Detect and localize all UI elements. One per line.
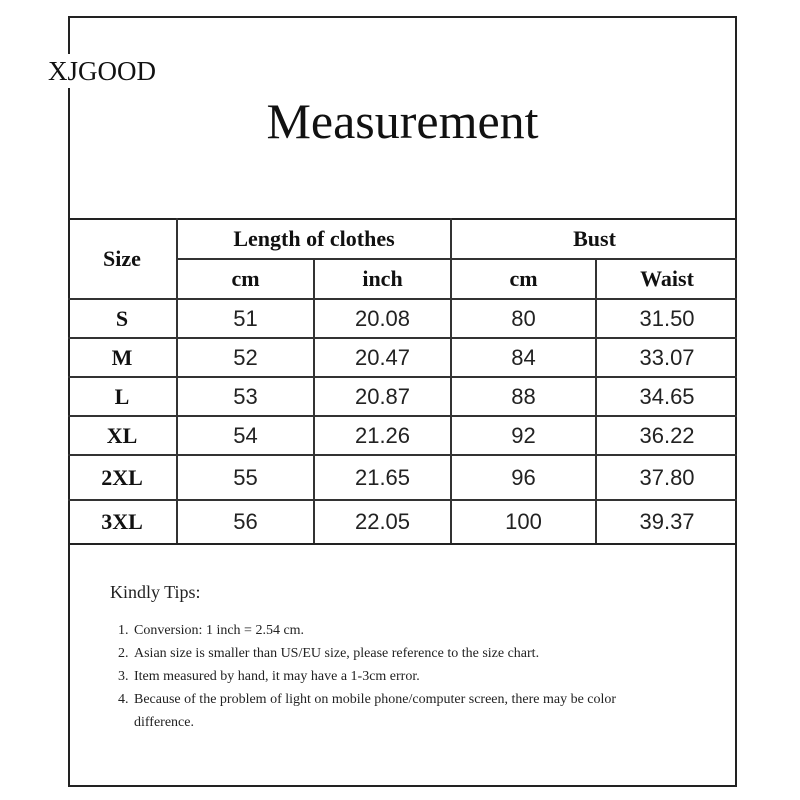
length-cm-cell: 55 — [177, 455, 314, 500]
size-cell: S — [68, 299, 177, 338]
size-header: Size — [68, 219, 177, 299]
table-row — [68, 299, 737, 338]
size-cell: M — [68, 338, 177, 377]
waist-cell: 33.07 — [596, 338, 737, 377]
size-cell: 2XL — [68, 455, 177, 500]
length-inch-cell: 22.05 — [314, 500, 451, 544]
tips-list — [110, 619, 670, 734]
bust-cm-cell: 80 — [451, 299, 596, 338]
length-cm-cell: 53 — [177, 377, 314, 416]
bust-cm-cell: 96 — [451, 455, 596, 500]
waist-cell: 34.65 — [596, 377, 737, 416]
table-row — [68, 377, 737, 416]
size-cell: L — [68, 377, 177, 416]
size-cell: XL — [68, 416, 177, 455]
tip-item: 4. Because of the problem of light on mobile phone/computer screen, there may be color difference. — [132, 688, 670, 734]
length-inch-cell: 20.08 — [314, 299, 451, 338]
length-inch-cell: 21.65 — [314, 455, 451, 500]
length-cm-cell: 51 — [177, 299, 314, 338]
tip-item: 3. Item measured by hand, it may have a 1-3cm error. — [132, 665, 670, 688]
size-cell: 3XL — [68, 500, 177, 544]
tip-item: 2. Asian size is smaller than US/EU size, please reference to the size chart. — [132, 642, 670, 665]
length-cm-cell: 54 — [177, 416, 314, 455]
subheader-cm: cm — [451, 259, 596, 299]
waist-cell: 36.22 — [596, 416, 737, 455]
length-inch-cell: 21.26 — [314, 416, 451, 455]
table-row — [68, 416, 737, 455]
tip-item: 1. Conversion: 1 inch = 2.54 cm. — [132, 619, 670, 642]
waist-cell: 39.37 — [596, 500, 737, 544]
tips-title: Kindly Tips: — [110, 582, 201, 602]
table-header-row — [68, 219, 737, 259]
length-inch-cell: 20.87 — [314, 377, 451, 416]
tips-section — [110, 582, 670, 734]
table-row — [68, 455, 737, 500]
table-row — [68, 500, 737, 544]
bust-cm-cell: 92 — [451, 416, 596, 455]
brand-logo-text: XJGOOD — [48, 56, 156, 86]
subheader-inch: inch — [314, 259, 451, 299]
bust-cm-cell: 84 — [451, 338, 596, 377]
length-inch-cell: 20.47 — [314, 338, 451, 377]
waist-cell: 37.80 — [596, 455, 737, 500]
waist-cell: 31.50 — [596, 299, 737, 338]
bust-cm-cell: 100 — [451, 500, 596, 544]
subheader-waist: Waist — [596, 259, 737, 299]
bust-cm-cell: 88 — [451, 377, 596, 416]
bust-header: Bust — [451, 219, 737, 259]
length-header: Length of clothes — [177, 219, 451, 259]
size-chart-table — [68, 218, 737, 545]
length-cm-cell: 56 — [177, 500, 314, 544]
subheader-cm: cm — [177, 259, 314, 299]
length-cm-cell: 52 — [177, 338, 314, 377]
table-row — [68, 338, 737, 377]
page-title: Measurement — [266, 93, 539, 149]
